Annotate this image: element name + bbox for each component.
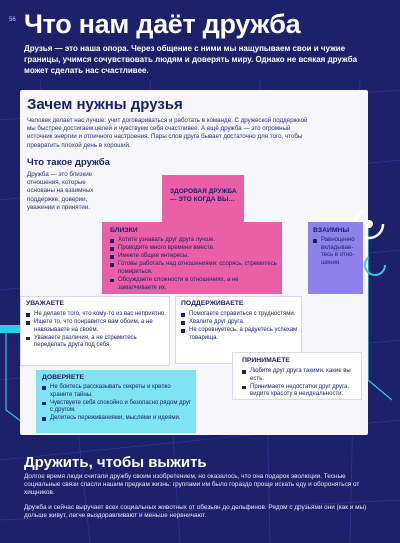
list-item: Помогаете справиться с трудностями. (181, 311, 299, 319)
list-item: Делитесь переживаниями, мыслями и идеями. (42, 415, 192, 423)
support-list (181, 311, 299, 343)
list-item: Любите друг друга такими, какие вы есть. (242, 368, 359, 383)
mutual-list (313, 237, 361, 268)
respect-heading: УВАЖАЕТЕ (26, 300, 64, 307)
support-heading: ПОДДЕРЖИВАЕТЕ (181, 300, 244, 307)
list-item: Обсуждаете сложности в отношениях, а не замалчиваете их. (110, 277, 278, 292)
what-text: Дружба — это близкие отношения, которые основаны на взаимных поддержке, доверии, уважении и принятии. (27, 171, 94, 211)
list-item: Не боитесь рассказывать секреты и крепко храните тайны. (42, 384, 192, 399)
survive-text (24, 473, 379, 520)
close-heading: БЛИЗКИ (110, 227, 138, 234)
mutual-heading: ВЗАИМНЫ (313, 227, 350, 234)
page-title: Что нам даёт дружба (24, 9, 301, 39)
list-item: Равноценно вкладываетесь в отношения. (313, 237, 361, 267)
page-number: 56 (9, 17, 16, 23)
list-item: Имеете общие интересы. (110, 253, 278, 261)
survive-title: Дружить, чтобы выжить (24, 454, 207, 471)
list-item: Хвалите друг друга. (181, 319, 299, 327)
small-ring-icon (360, 250, 390, 280)
healthy-label: ЗДОРОВАЯ ДРУЖБА — ЭТО КОГДА ВЫ… (170, 188, 237, 203)
close-list (110, 237, 278, 293)
trust-heading: ДОВЕРЯЕТЕ (42, 374, 85, 381)
what-title: Что такое дружба (27, 157, 110, 168)
why-text: Человек делает нас лучше: учит договариваться и работать в команде. С дружеской поддержкой мы быстрее достигаем целей и чувствуем себя счастливее. А ещё дружба — это огромный источник энергии и отличного настроения. Пары слов друга бывает достаточно для того, чтобы превратить плохой день в хороший. (27, 117, 308, 149)
respect-list (26, 311, 166, 350)
list-item: Чувствуете себя спокойно и безопасно рядом друг с другом. (42, 400, 192, 415)
list-item: Проводите много времени вместе. (110, 245, 278, 253)
survive-paragraph-2: Дружба и сейчас выручает всех социальных животных от обезьян до дельфинов. Рядом с друзьями они (как и мы) дольше живут, легче выздоравливают и меньше нервничают. (24, 503, 367, 519)
intro-text: Друзья — это наша опора. Через общение с ними мы нащупываем свои и чужие границы, учимся сочувствовать людям и доверять миру. Однако не всякая дружба может сделать нас счастливее. (24, 44, 358, 75)
why-title: Зачем нужны друзья (27, 96, 183, 113)
accept-heading: ПРИНИМАЕТЕ (242, 357, 290, 364)
list-item: Ищете то, что понравится вам обоим, а не навязываете на своём. (26, 319, 166, 334)
list-item: Принимаете недостатки друг друга, видите красоту в неидеальности. (242, 384, 359, 399)
survive-paragraph-1: Долгое время люди считали дружбу своим изобретением, но оказалось, что она подарок эволюции. Тесные социальные связи спасли нашим предкам жизнь: группами им было гораздо проще искать еду и обороняться от хищников. (24, 473, 360, 497)
accept-list (242, 368, 359, 399)
list-item: Готовы работать над отношениями: ссорясь, стремитесь помириться. (110, 261, 278, 276)
list-item: Не делаете того, что кому-то из вас неприятно. (26, 311, 166, 319)
list-item: Хотите узнавать друг друга лучше. (110, 237, 278, 245)
list-item: Не соревнуетесь, а радуетесь успехам товарища. (181, 327, 299, 342)
list-item: Уважаете различия, а не стремитесь переделать друга под себя. (26, 335, 166, 350)
trust-list (42, 384, 192, 423)
